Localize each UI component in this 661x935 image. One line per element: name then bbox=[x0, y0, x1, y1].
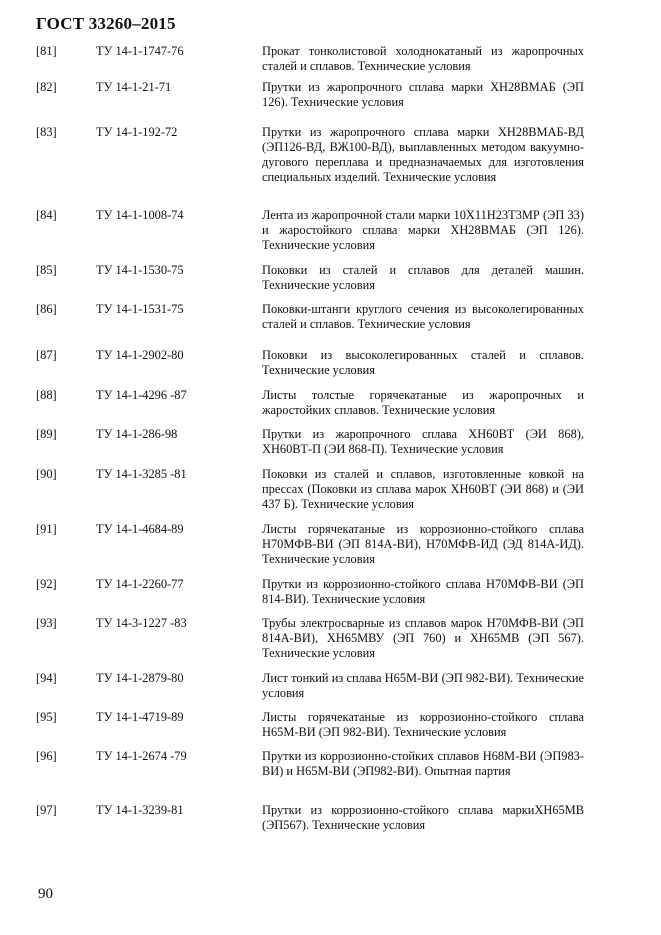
reference-description: Прутки из жаропрочного сплава марки ХН28ВМАБ (ЭП 126). Технические условия bbox=[262, 80, 584, 109]
reference-number: [90] bbox=[36, 467, 57, 481]
reference-description: Листы толстые горячекатаные из жаропрочных и жаростойких сплавов. Технические условия bbox=[262, 388, 584, 417]
reference-code: ТУ 14-1-2260-77 bbox=[96, 577, 184, 591]
reference-code: ТУ 14-1-1531-75 bbox=[96, 302, 184, 316]
reference-number: [84] bbox=[36, 208, 57, 222]
reference-code: ТУ 14-1-4296 -87 bbox=[96, 388, 187, 402]
reference-code: ТУ 14-1-1747-76 bbox=[96, 44, 184, 58]
reference-number: [97] bbox=[36, 803, 57, 817]
reference-number: [82] bbox=[36, 80, 57, 94]
reference-code: ТУ 14-1-192-72 bbox=[96, 125, 178, 139]
reference-code: ТУ 14-1-2674 -79 bbox=[96, 749, 187, 763]
reference-code: ТУ 14-1-4719-89 bbox=[96, 710, 184, 724]
reference-number: [87] bbox=[36, 348, 57, 362]
reference-code: ТУ 14-3-1227 -83 bbox=[96, 616, 187, 630]
reference-description: Поковки из высоколегированных сталей и сплавов. Технические условия bbox=[262, 348, 584, 377]
reference-description: Лист тонкий из сплава Н65М-ВИ (ЭП 982-ВИ). Технические условия bbox=[262, 671, 584, 700]
reference-number: [81] bbox=[36, 44, 57, 58]
reference-description: Поковки из сталей и сплавов для деталей машин. Технические условия bbox=[262, 263, 584, 292]
reference-description: Поковки из сталей и сплавов, изготовленные ковкой на прессах (Поковки из сплава марок ХН60ВТ (ЭИ 868) и (ЭИ 437 Б). Технические условия bbox=[262, 467, 584, 511]
page-number: 90 bbox=[38, 886, 53, 902]
reference-description: Прутки из коррозионно-стойкого сплава Н70МФВ-ВИ (ЭП 814-ВИ). Технические условия bbox=[262, 577, 584, 606]
reference-description: Прокат тонколистовой холоднокатаный из жаропрочных сталей и сплавов. Технические условия bbox=[262, 44, 584, 73]
reference-description: Прутки из коррозионно-стойких сплавов Н68М-ВИ (ЭП983-ВИ) и Н65М-ВИ (ЭП982-ВИ). Опытная партия bbox=[262, 749, 584, 778]
reference-code: ТУ 14-1-3285 -81 bbox=[96, 467, 187, 481]
reference-code: ТУ 14-1-2902-80 bbox=[96, 348, 184, 362]
reference-code: ТУ 14-1-21-71 bbox=[96, 80, 172, 94]
reference-code: ТУ 14-1-4684-89 bbox=[96, 522, 184, 536]
reference-description: Трубы электросварные из сплавов марок Н70МФВ-ВИ (ЭП 814А-ВИ), ХН65МВУ (ЭП 760) и ХН65МВ (ЭП 567). Технические условия bbox=[262, 616, 584, 660]
reference-description: Поковки-штанги круглого сечения из высоколегированных сталей и сплавов. Технические условия bbox=[262, 302, 584, 331]
reference-description: Лента из жаропрочной стали марки 10Х11Н23Т3МР (ЭП 33) и жаростойкого сплава марки ХН28ВМАБ (ЭП 126). Технические условия bbox=[262, 208, 584, 252]
reference-code: ТУ 14-1-286-98 bbox=[96, 427, 178, 441]
reference-number: [92] bbox=[36, 577, 57, 591]
reference-description: Прутки из коррозионно-стойкого сплава маркиХН65МВ (ЭП567). Технические условия bbox=[262, 803, 584, 832]
reference-code: ТУ 14-1-1008-74 bbox=[96, 208, 184, 222]
reference-description: Листы горячекатаные из коррозионно-стойкого сплава Н65М-ВИ (ЭП 982-ВИ). Технические условия bbox=[262, 710, 584, 739]
reference-code: ТУ 14-1-2879-80 bbox=[96, 671, 184, 685]
reference-number: [86] bbox=[36, 302, 57, 316]
reference-number: [91] bbox=[36, 522, 57, 536]
reference-number: [94] bbox=[36, 671, 57, 685]
reference-description: Листы горячекатаные из коррозионно-стойкого сплава Н70МФВ-ВИ (ЭП 814А-ВИ), Н70МФВ-ИД (ЭД 814А-ИД). Технические условия bbox=[262, 522, 584, 566]
reference-number: [85] bbox=[36, 263, 57, 277]
reference-description: Прутки из жаропрочного сплава ХН60ВТ (ЭИ 868), ХН60ВТ-П (ЭИ 868-П). Технические условия bbox=[262, 427, 584, 456]
reference-number: [88] bbox=[36, 388, 57, 402]
reference-code: ТУ 14-1-1530-75 bbox=[96, 263, 184, 277]
reference-number: [93] bbox=[36, 616, 57, 630]
document-title: ГОСТ 33260–2015 bbox=[36, 14, 176, 33]
reference-number: [96] bbox=[36, 749, 57, 763]
reference-number: [83] bbox=[36, 125, 57, 139]
reference-number: [95] bbox=[36, 710, 57, 724]
reference-number: [89] bbox=[36, 427, 57, 441]
reference-code: ТУ 14-1-3239-81 bbox=[96, 803, 184, 817]
reference-description: Прутки из жаропрочного сплава марки ХН28ВМАБ-ВД (ЭП126-ВД, ВЖ100-ВД), выплавленных методом вакуумно-дугового переплава и предназначаемых для изготовления специальных изделий. Технические условия bbox=[262, 125, 584, 184]
